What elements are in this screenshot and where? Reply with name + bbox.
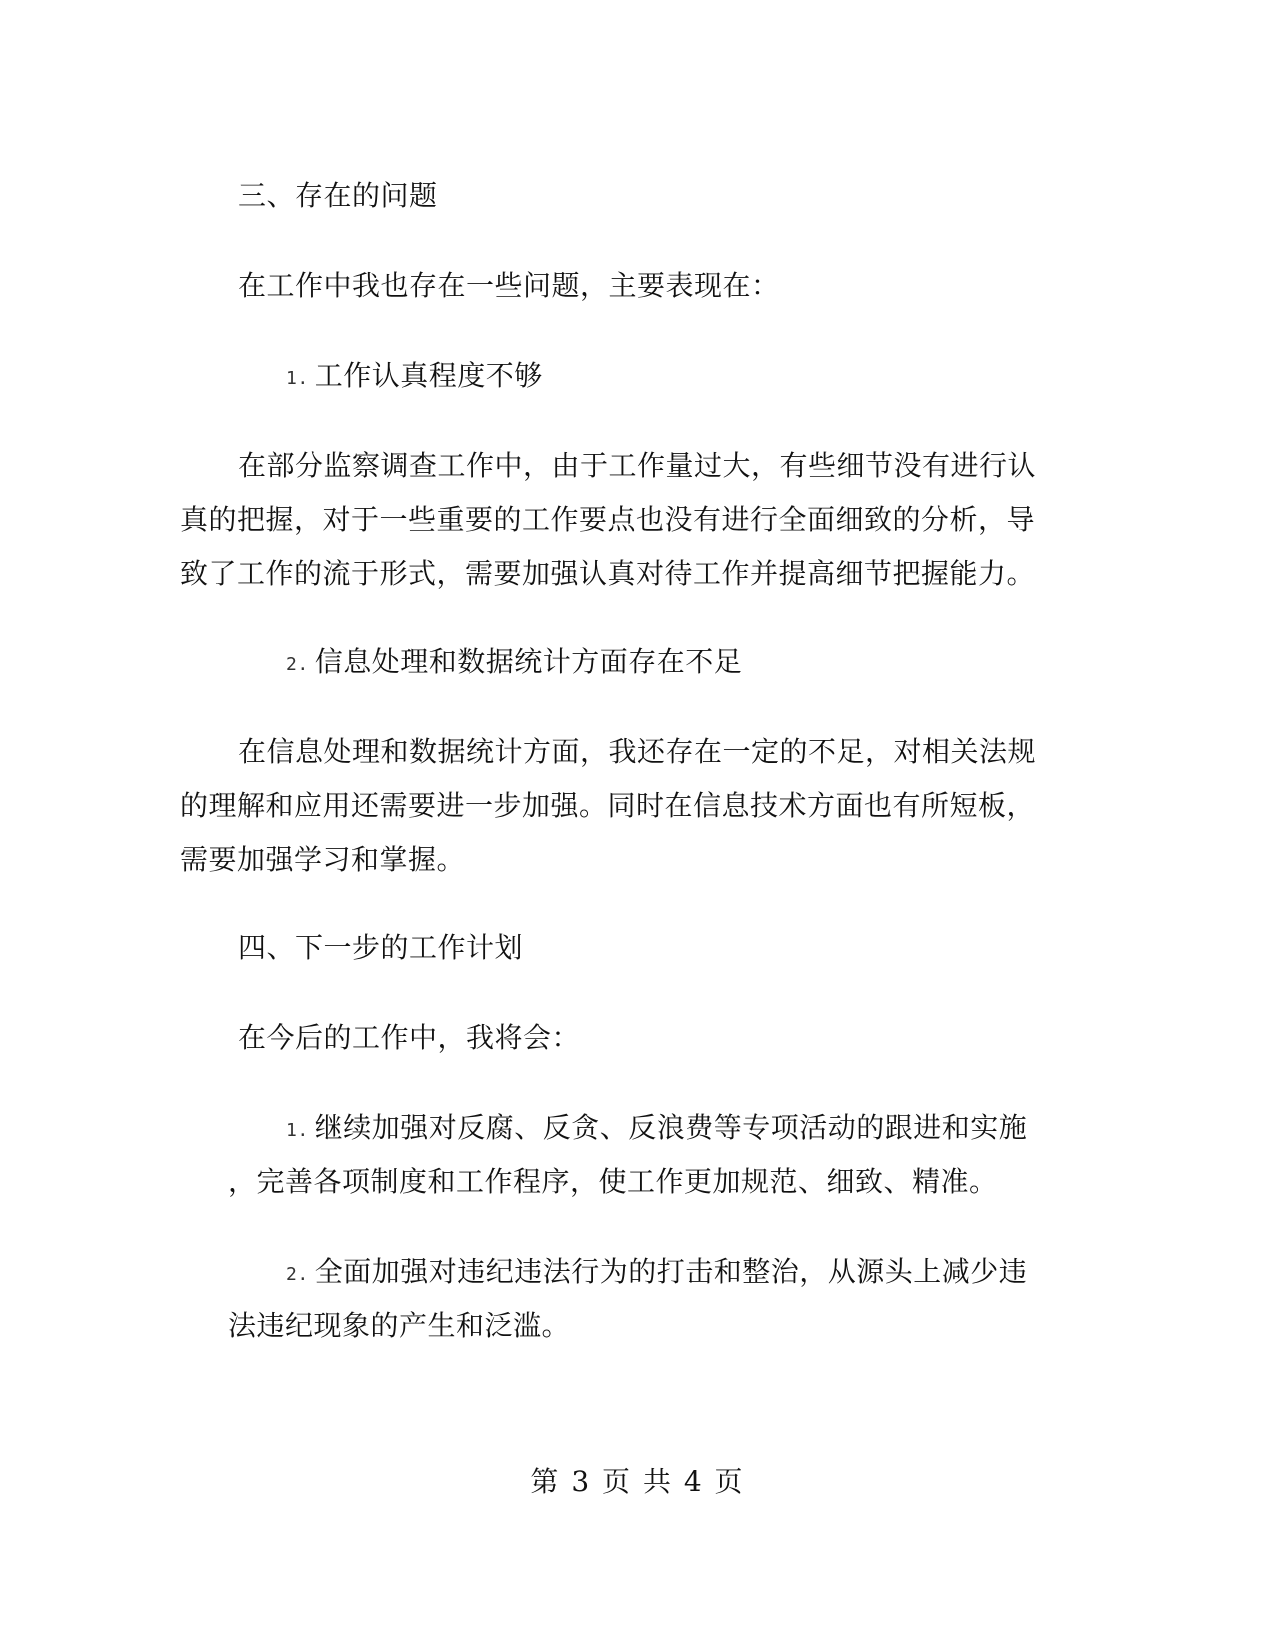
list-item-title-text: 工作认真程度不够 — [314, 359, 543, 392]
body-line: 致了工作的流于形式，需要加强认真对待工作并提高细节把握能力。 — [180, 557, 1036, 590]
section-3-intro: 在工作中我也存在一些问题，主要表现在： — [238, 269, 780, 302]
body-line: 需要加强学习和掌握。 — [180, 843, 466, 876]
page-number-footer: 第 3 页 共 4 页 — [530, 1465, 745, 1498]
list-number: 2. — [286, 654, 309, 675]
list-number: 2. — [286, 1264, 309, 1285]
plan-item-1-line1 — [286, 1100, 1027, 1159]
plan-item-2-line1 — [286, 1244, 1027, 1303]
list-item-title-3-2 — [286, 634, 742, 693]
body-line: 在信息处理和数据统计方面，我还存在一定的不足，对相关法规 — [238, 735, 1037, 768]
body-line: 真的把握，对于一些重要的工作要点也没有进行全面细致的分析，导 — [180, 503, 1036, 536]
plan-item-text: 继续加强对反腐、反贪、反浪费等专项活动的跟进和实施 — [314, 1111, 1028, 1144]
body-line: 在部分监察调查工作中，由于工作量过大，有些细节没有进行认 — [238, 449, 1037, 482]
list-item-title-3-1 — [286, 348, 543, 407]
section-heading-4: 四、下一步的工作计划 — [238, 931, 524, 964]
body-line: 的理解和应用还需要进一步加强。同时在信息技术方面也有所短板， — [180, 789, 1036, 822]
section-4-intro: 在今后的工作中，我将会： — [238, 1021, 581, 1054]
list-number: 1. — [286, 1120, 309, 1141]
plan-item-2-line2: 法违纪现象的产生和泛滥。 — [228, 1309, 571, 1342]
plan-item-text: 全面加强对违纪违法行为的打击和整治，从源头上减少违 — [314, 1255, 1028, 1288]
section-heading-3: 三、存在的问题 — [238, 179, 438, 212]
list-number: 1. — [286, 368, 309, 389]
plan-item-1-line2: ，完善各项制度和工作程序，使工作更加规范、细致、精准。 — [228, 1165, 998, 1198]
list-item-title-text: 信息处理和数据统计方面存在不足 — [314, 645, 743, 678]
